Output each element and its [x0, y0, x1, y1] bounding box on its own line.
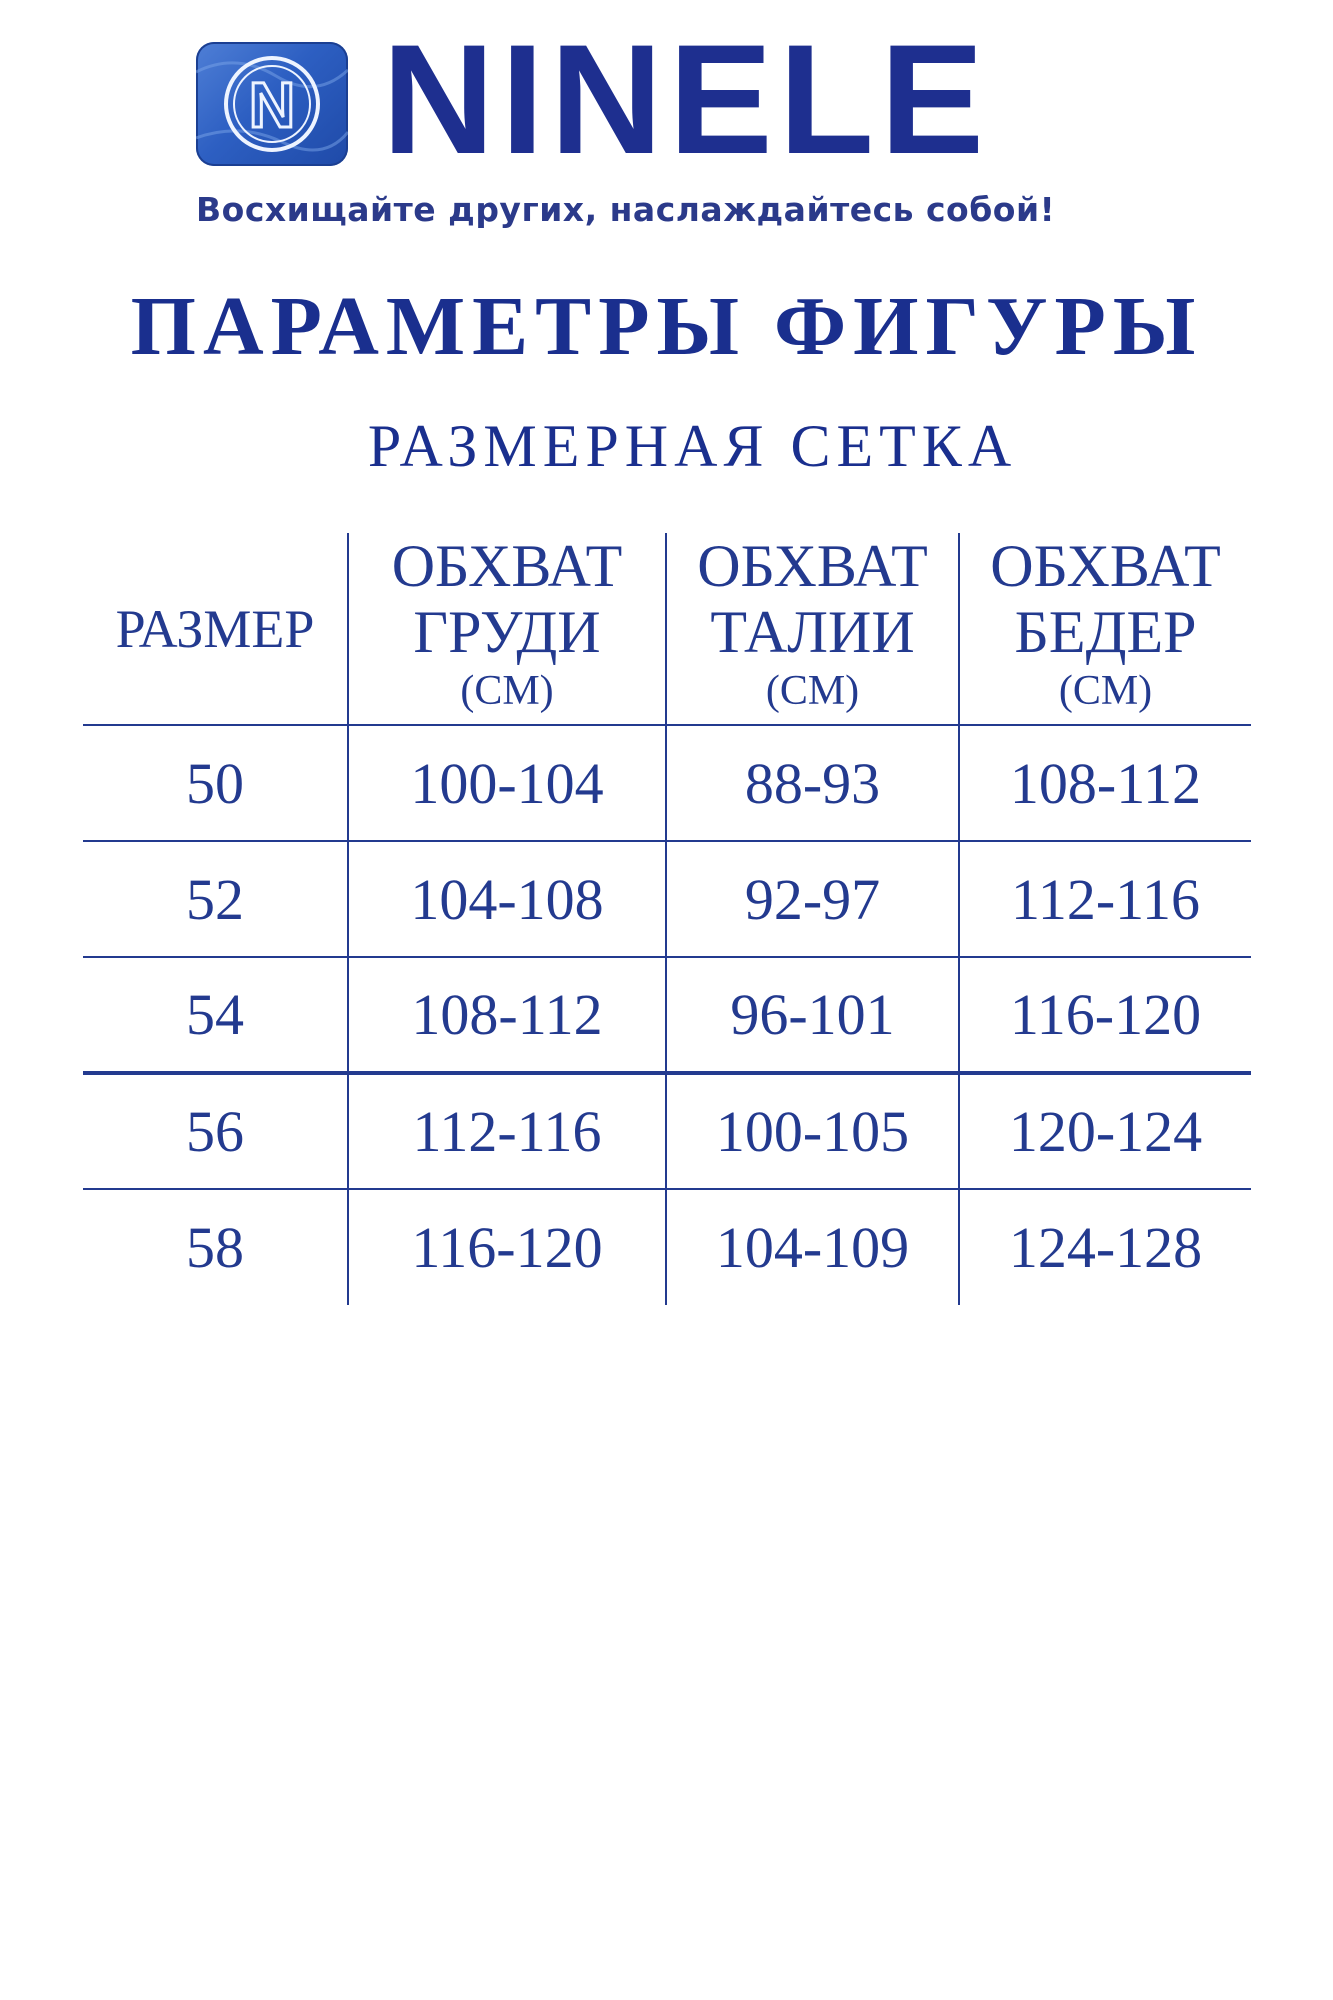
column-header-line: БЕДЕР	[1014, 599, 1197, 665]
column-header-hips	[959, 533, 1251, 725]
waist-cell: 100-105	[666, 1073, 959, 1189]
hips-cell: 112-116	[959, 841, 1251, 957]
logo-emblem-icon	[196, 42, 348, 166]
hips-cell: 120-124	[959, 1073, 1251, 1189]
size-cell: 52	[83, 841, 348, 957]
table-row	[83, 725, 1251, 841]
column-header-unit: (СМ)	[460, 668, 554, 714]
column-header-line: ОБХВАТ	[990, 533, 1221, 599]
chest-cell: 116-120	[348, 1189, 666, 1305]
page-subtitle: РАЗМЕРНАЯ СЕТКА	[367, 413, 1018, 479]
page-title: ПАРАМЕТРЫ ФИГУРЫ	[130, 280, 1203, 373]
brand-tagline: Восхищайте других, наслаждайтесь собой!	[196, 190, 1056, 229]
size-cell: 58	[83, 1189, 348, 1305]
brand-header	[0, 0, 1333, 260]
waist-cell: 88-93	[666, 725, 959, 841]
column-header-unit: (СМ)	[1058, 668, 1153, 714]
chest-cell: 104-108	[348, 841, 666, 957]
brand-name: NINELE	[382, 13, 991, 187]
table-row	[83, 1073, 1251, 1189]
waist-cell: 96-101	[666, 957, 959, 1073]
column-header-line: ТАЛИИ	[710, 599, 915, 665]
logo-letter: N	[248, 69, 296, 141]
column-header-unit: (СМ)	[765, 668, 860, 714]
size-cell: 54	[83, 957, 348, 1073]
waist-cell: 92-97	[666, 841, 959, 957]
table-row	[83, 957, 1251, 1073]
column-header-line: ОБХВАТ	[697, 533, 928, 599]
chest-cell: 112-116	[348, 1073, 666, 1189]
column-header-waist	[666, 533, 959, 725]
table-row	[83, 841, 1251, 957]
chest-cell: 108-112	[348, 957, 666, 1073]
column-header-line: ОБХВАТ	[391, 533, 623, 599]
brand-logo-icon	[196, 42, 348, 166]
hips-cell: 108-112	[959, 725, 1251, 841]
column-header-chest	[348, 533, 666, 725]
size-cell: 50	[83, 725, 348, 841]
table-row	[83, 1189, 1251, 1305]
column-header-line: ГРУДИ	[413, 599, 601, 665]
table-header-row	[83, 533, 1251, 725]
chest-cell: 100-104	[348, 725, 666, 841]
waist-cell: 104-109	[666, 1189, 959, 1305]
size-cell: 56	[83, 1073, 348, 1189]
size-chart-table	[83, 533, 1251, 1305]
hips-cell: 124-128	[959, 1189, 1251, 1305]
column-header-size: РАЗМЕР	[115, 598, 315, 659]
hips-cell: 116-120	[959, 957, 1251, 1073]
